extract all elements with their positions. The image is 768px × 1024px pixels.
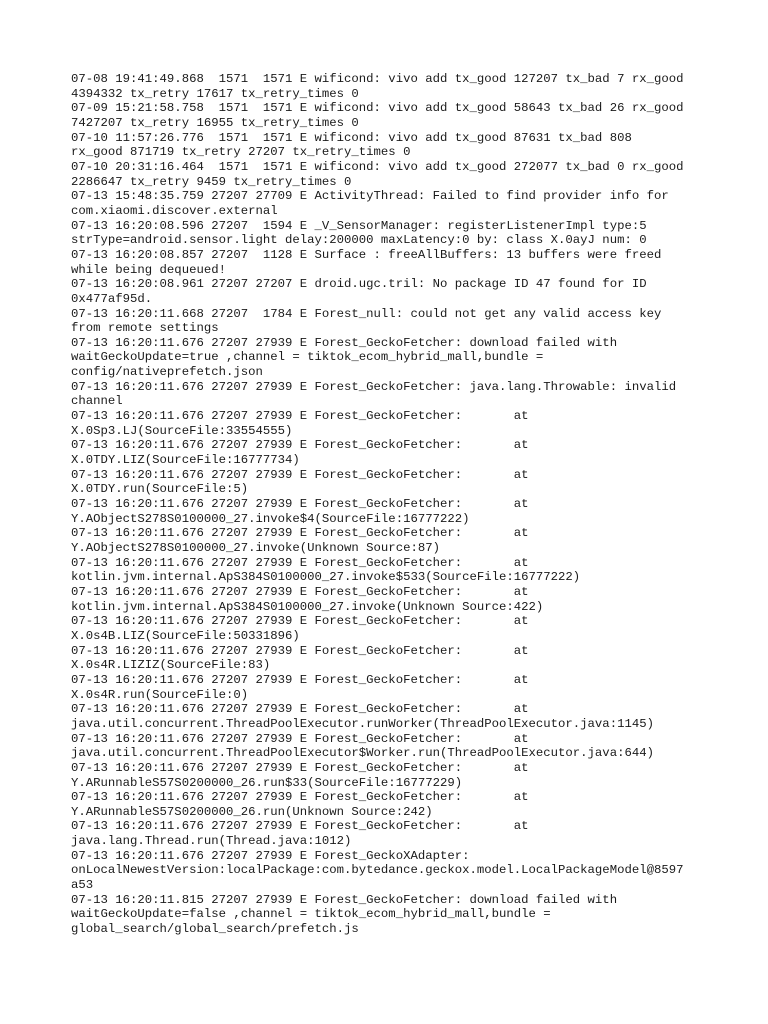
log-line: java.util.concurrent.ThreadPoolExecutor.runWorker(ThreadPoolExecutor.java:1145) — [71, 716, 654, 731]
log-line: 07-13 16:20:11.676 27207 27939 E Forest_GeckoFetcher: at — [71, 760, 529, 775]
log-line: 07-13 16:20:11.676 27207 27939 E Forest_GeckoFetcher: at — [71, 526, 529, 541]
log-line: kotlin.jvm.internal.ApS384S0100000_27.invoke(Unknown Source:422) — [71, 599, 544, 614]
log-line: strType=android.sensor.light delay:200000 maxLatency:0 by: class X.0ayJ num: 0 — [71, 233, 647, 248]
log-line: 07-13 16:20:11.676 27207 27939 E Forest_GeckoFetcher: at — [71, 790, 529, 805]
log-line: channel — [71, 394, 123, 409]
log-text — [71, 72, 711, 937]
log-line: onLocalNewestVersion:localPackage:com.bytedance.geckox.model.LocalPackageModel@8597 — [71, 863, 684, 878]
log-line: 07-13 16:20:11.676 27207 27939 E Forest_GeckoFetcher: at — [71, 467, 529, 482]
log-line: X.0TDY.LIZ(SourceFile:16777734) — [71, 453, 300, 468]
log-line: config/nativeprefetch.json — [71, 365, 263, 380]
log-line: 07-13 16:20:11.676 27207 27939 E Forest_GeckoFetcher: at — [71, 555, 529, 570]
log-line: 07-13 16:20:11.676 27207 27939 E Forest_GeckoFetcher: at — [71, 731, 529, 746]
log-line: java.lang.Thread.run(Thread.java:1012) — [71, 834, 352, 849]
log-line: 07-10 20:31:16.464 1571 1571 E wificond: vivo add tx_good 272077 tx_bad 0 rx_good — [71, 159, 684, 174]
log-line: 07-08 19:41:49.868 1571 1571 E wificond: vivo add tx_good 127207 tx_bad 7 rx_good — [71, 72, 684, 86]
log-line: 07-13 15:48:35.759 27207 27709 E ActivityThread: Failed to find provider info for — [71, 189, 669, 204]
log-line: 07-13 16:20:08.596 27207 1594 E _V_SensorManager: registerListenerImpl type:5 — [71, 218, 647, 233]
log-line: global_search/global_search/prefetch.js — [71, 922, 359, 937]
log-line: while being dequeued! — [71, 262, 226, 277]
log-line: X.0s4R.run(SourceFile:0) — [71, 687, 249, 702]
log-line: 07-13 16:20:11.676 27207 27939 E Forest_GeckoFetcher: java.lang.Throwable: invalid — [71, 379, 677, 394]
log-line: 07-10 11:57:26.776 1571 1571 E wificond: vivo add tx_good 87631 tx_bad 808 — [71, 130, 632, 145]
log-line: Y.ARunnableS57S0200000_26.run$33(SourceFile:16777229) — [71, 775, 463, 790]
log-line: 0x477af95d. — [71, 291, 153, 306]
log-line: 07-13 16:20:11.668 27207 1784 E Forest_null: could not get any valid access key — [71, 306, 662, 321]
log-line: 07-13 16:20:11.676 27207 27939 E Forest_GeckoFetcher: at — [71, 819, 529, 834]
log-line: X.0Sp3.LJ(SourceFile:33554555) — [71, 423, 293, 438]
log-line: kotlin.jvm.internal.ApS384S0100000_27.invoke$533(SourceFile:16777222) — [71, 570, 581, 585]
log-line: X.0TDY.run(SourceFile:5) — [71, 482, 249, 497]
log-line: 07-13 16:20:11.676 27207 27939 E Forest_GeckoFetcher: at — [71, 497, 529, 512]
log-line: 4394332 tx_retry 17617 tx_retry_times 0 — [71, 86, 359, 101]
log-line: com.xiaomi.discover.external — [71, 203, 278, 218]
log-line: 07-13 16:20:11.676 27207 27939 E Forest_GeckoFetcher: at — [71, 672, 529, 687]
log-line: X.0s4B.LIZ(SourceFile:50331896) — [71, 628, 300, 643]
log-line: java.util.concurrent.ThreadPoolExecutor$Worker.run(ThreadPoolExecutor.java:644) — [71, 746, 654, 761]
log-line: 07-13 16:20:11.676 27207 27939 E Forest_GeckoFetcher: at — [71, 438, 529, 453]
log-line: 2286647 tx_retry 9459 tx_retry_times 0 — [71, 174, 352, 189]
log-line: 7427207 tx_retry 16955 tx_retry_times 0 — [71, 115, 359, 130]
log-line: 07-13 16:20:08.857 27207 1128 E Surface : freeAllBuffers: 13 buffers were freed — [71, 247, 662, 262]
log-line: 07-13 16:20:11.676 27207 27939 E Forest_GeckoFetcher: at — [71, 584, 529, 599]
log-line: 07-13 16:20:11.676 27207 27939 E Forest_GeckoFetcher: download failed with — [71, 335, 618, 350]
log-line: Y.AObjectS278S0100000_27.invoke$4(SourceFile:16777222) — [71, 511, 470, 526]
log-line: waitGeckoUpdate=true ,channel = tiktok_ecom_hybrid_mall,bundle = — [71, 350, 544, 365]
log-line: 07-13 16:20:11.676 27207 27939 E Forest_GeckoFetcher: at — [71, 702, 529, 717]
log-line: Y.ARunnableS57S0200000_26.run(Unknown Source:242) — [71, 804, 433, 819]
log-line: 07-13 16:20:08.961 27207 27207 E droid.ugc.tril: No package ID 47 found for ID — [71, 277, 647, 292]
log-line: 07-09 15:21:58.758 1571 1571 E wificond: vivo add tx_good 58643 tx_bad 26 rx_good — [71, 101, 684, 116]
log-line: from remote settings — [71, 321, 219, 336]
log-line: waitGeckoUpdate=false ,channel = tiktok_ecom_hybrid_mall,bundle = — [71, 907, 551, 922]
log-line: 07-13 16:20:11.676 27207 27939 E Forest_GeckoXAdapter: — [71, 848, 470, 863]
log-line: rx_good 871719 tx_retry 27207 tx_retry_times 0 — [71, 145, 411, 160]
log-line: a53 — [71, 878, 94, 893]
log-line: 07-13 16:20:11.676 27207 27939 E Forest_GeckoFetcher: at — [71, 643, 529, 658]
log-line: 07-13 16:20:11.676 27207 27939 E Forest_GeckoFetcher: at — [71, 614, 529, 629]
log-line: 07-13 16:20:11.815 27207 27939 E Forest_GeckoFetcher: download failed with — [71, 892, 618, 907]
log-line: 07-13 16:20:11.676 27207 27939 E Forest_GeckoFetcher: at — [71, 409, 529, 424]
log-line: Y.AObjectS278S0100000_27.invoke(Unknown Source:87) — [71, 541, 440, 555]
log-line: X.0s4R.LIZIZ(SourceFile:83) — [71, 658, 271, 673]
